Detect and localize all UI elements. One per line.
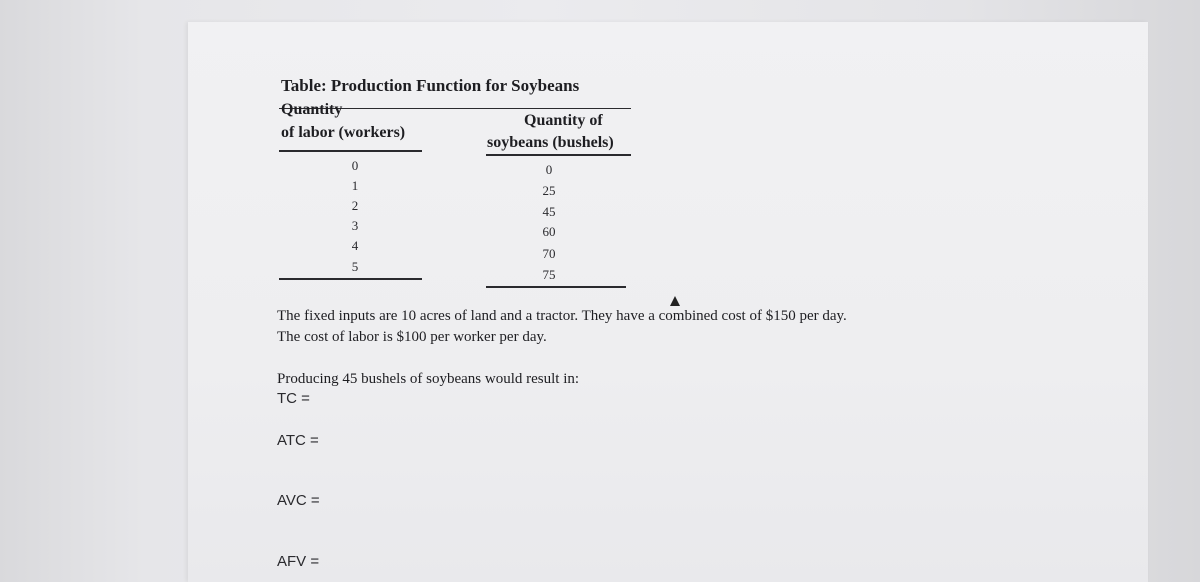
labor-header-underline bbox=[279, 150, 422, 152]
tc-label: TC = bbox=[277, 390, 310, 407]
soybeans-value: 0 bbox=[545, 162, 553, 177]
labor-header-line1: Quantity bbox=[281, 101, 343, 118]
labor-value: 3 bbox=[351, 218, 359, 233]
soybeans-value: 75 bbox=[542, 267, 556, 282]
table-title: Table: Production Function for Soybeans bbox=[281, 76, 580, 95]
labor-value: 2 bbox=[351, 198, 359, 213]
labor-cost-text: The cost of labor is $100 per worker per day. bbox=[277, 329, 547, 345]
soybeans-header-line2: soybeans (bushels) bbox=[487, 134, 614, 151]
soybeans-header-underline bbox=[486, 154, 631, 156]
labor-value: 4 bbox=[351, 238, 359, 253]
soybeans-value: 70 bbox=[542, 246, 556, 261]
soybeans-value: 60 bbox=[542, 224, 556, 239]
avc-label: AVC = bbox=[277, 492, 320, 509]
soybeans-bottom-rule bbox=[486, 286, 626, 288]
labor-header-line2: of labor (workers) bbox=[281, 124, 406, 141]
afv-label: AFV = bbox=[277, 553, 320, 570]
labor-bottom-rule bbox=[279, 278, 422, 280]
mouse-cursor-icon bbox=[670, 296, 680, 306]
labor-value: 1 bbox=[351, 178, 359, 193]
soybeans-header-line1: Quantity of bbox=[524, 112, 603, 129]
fixed-inputs-text: The fixed inputs are 10 acres of land and a tractor. They have a combined cost of $150 per day. bbox=[277, 308, 847, 324]
labor-value: 0 bbox=[351, 158, 359, 173]
soybeans-value: 45 bbox=[542, 204, 556, 219]
labor-value: 5 bbox=[351, 259, 359, 274]
question-text: Producing 45 bushels of soybeans would result in: bbox=[277, 371, 580, 387]
atc-label: ATC = bbox=[277, 432, 319, 449]
soybeans-value: 25 bbox=[542, 183, 556, 198]
